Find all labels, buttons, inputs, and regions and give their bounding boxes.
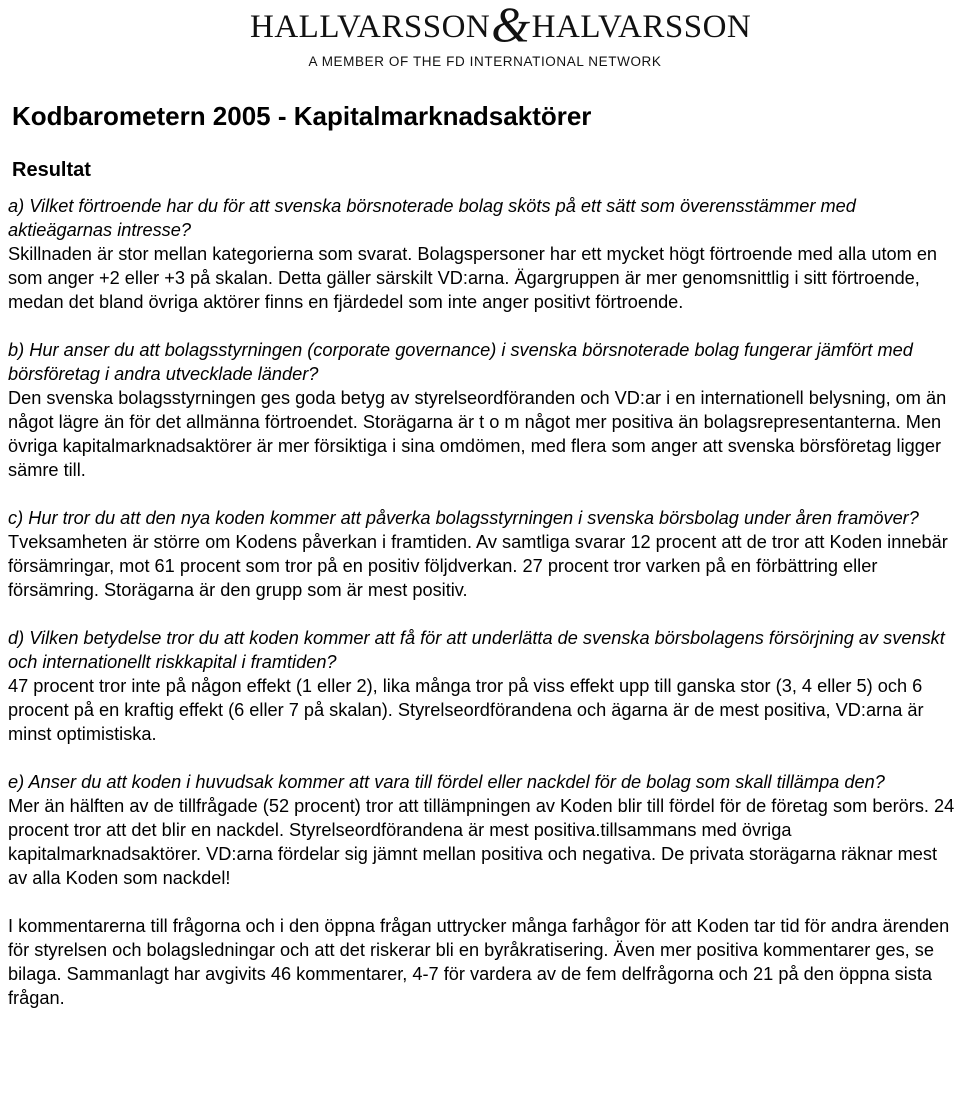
closing-paragraph: I kommentarerna till frågorna och i den öppna frågan uttrycker många farhågor för att Koden tar tid för andra ärenden för styrelsen och bolagsledningar och att det riskerar bli en byråkratisering. Även mer positiva kommentarer ges, se bilaga. Sammanlagt har avgivits 46 kommentarer, 4-7 för vardera av de fem delfrågorna och 21 på den öppna sista frågan. — [8, 916, 950, 1008]
page-title: Kodbarometern 2005 - Kapitalmarknadsaktörer — [12, 101, 592, 131]
section-b — [8, 338, 958, 482]
logo-right-name: HALVARSSON — [531, 9, 752, 45]
question-b: b) Hur anser du att bolagsstyrningen (corporate governance) i svenska börsnoterade bolag fungerar jämfört med börsföretag i andra utvecklade länder? — [8, 340, 913, 384]
logo-tagline: A MEMBER OF THE FD INTERNATIONAL NETWORK — [308, 54, 662, 69]
answer-a: Skillnaden är stor mellan kategorierna som svarat. Bolagspersoner har ett mycket högt förtroende med alla utom en som anger +2 eller +3 på skalan. Detta gäller särskilt VD:arna. Ägargruppen är mer genomsnittlig i sitt förtroende, medan det bland övriga aktörer finns en fjärdedel som inte anger positivt förtroende. — [8, 244, 938, 312]
company-logo — [250, 0, 752, 69]
section-c — [8, 506, 958, 602]
answer-c: Tveksamheten är större om Kodens påverkan i framtiden. Av samtliga svarar 12 procent att de tror att Koden innebär försämringar, mot 61 procent som tror på en positiv följdverkan. 27 procent tror varken på en förbättring eller försämring. Storägarna är den grupp som är mest positiv. — [8, 532, 948, 600]
section-d — [8, 626, 958, 746]
document-body — [8, 96, 958, 1010]
section-heading: Resultat — [12, 159, 91, 181]
section-a — [8, 194, 958, 314]
answer-d: 47 procent tror inte på någon effekt (1 eller 2), lika många tror på viss effekt upp till ganska stor (3, 4 eller 5) och 6 procent på en kraftig effekt (6 eller 7 på skalan). Styrelseordförandena och ägarna är de mest positiva, VD:arna är minst optimistiska. — [8, 676, 924, 744]
question-e: e) Anser du att koden i huvudsak kommer att vara till fördel eller nackdel för de bolag som skall tillämpa den? — [8, 772, 885, 792]
section-e — [8, 770, 958, 890]
question-a: a) Vilket förtroende har du för att svenska börsnoterade bolag sköts på ett sätt som överensstämmer med aktieägarnas intresse? — [8, 196, 856, 240]
logo-wordmark — [250, 0, 752, 52]
question-c: c) Hur tror du att den nya koden kommer att påverka bolagsstyrningen i svenska börsbolag under åren framöver? — [8, 508, 919, 528]
logo-left-name: HALLVARSSON — [250, 9, 491, 45]
logo-ampersand: & — [491, 0, 531, 52]
answer-e: Mer än hälften av de tillfrågade (52 procent) tror att tillämpningen av Koden blir till fördel för de företag som berörs. 24 procent tror att det blir en nackdel. Styrelseordförandena är mest positiva.tillsammans med övriga kapitalmarknadsaktörer. VD:arna fördelar sig jämnt mellan positiva och negativa. De privata storägarna räknar mest av alla Koden som nackdel! — [8, 796, 955, 888]
answer-b: Den svenska bolagsstyrningen ges goda betyg av styrelseordföranden och VD:ar i en internationell belysning, om än något lägre än för det allmänna förtroendet. Storägarna är t o m något mer positiva än bolagsrepresentanterna. Men övriga kapitalmarknadsaktörer är mer försiktiga i sina omdömen, med flera som anger att svenska börsföretag ligger sämre till. — [8, 388, 947, 480]
question-d: d) Vilken betydelse tror du att koden kommer att få för att underlätta de svenska börsbolagens försörjning av svenskt och internationellt riskkapital i framtiden? — [8, 628, 945, 672]
